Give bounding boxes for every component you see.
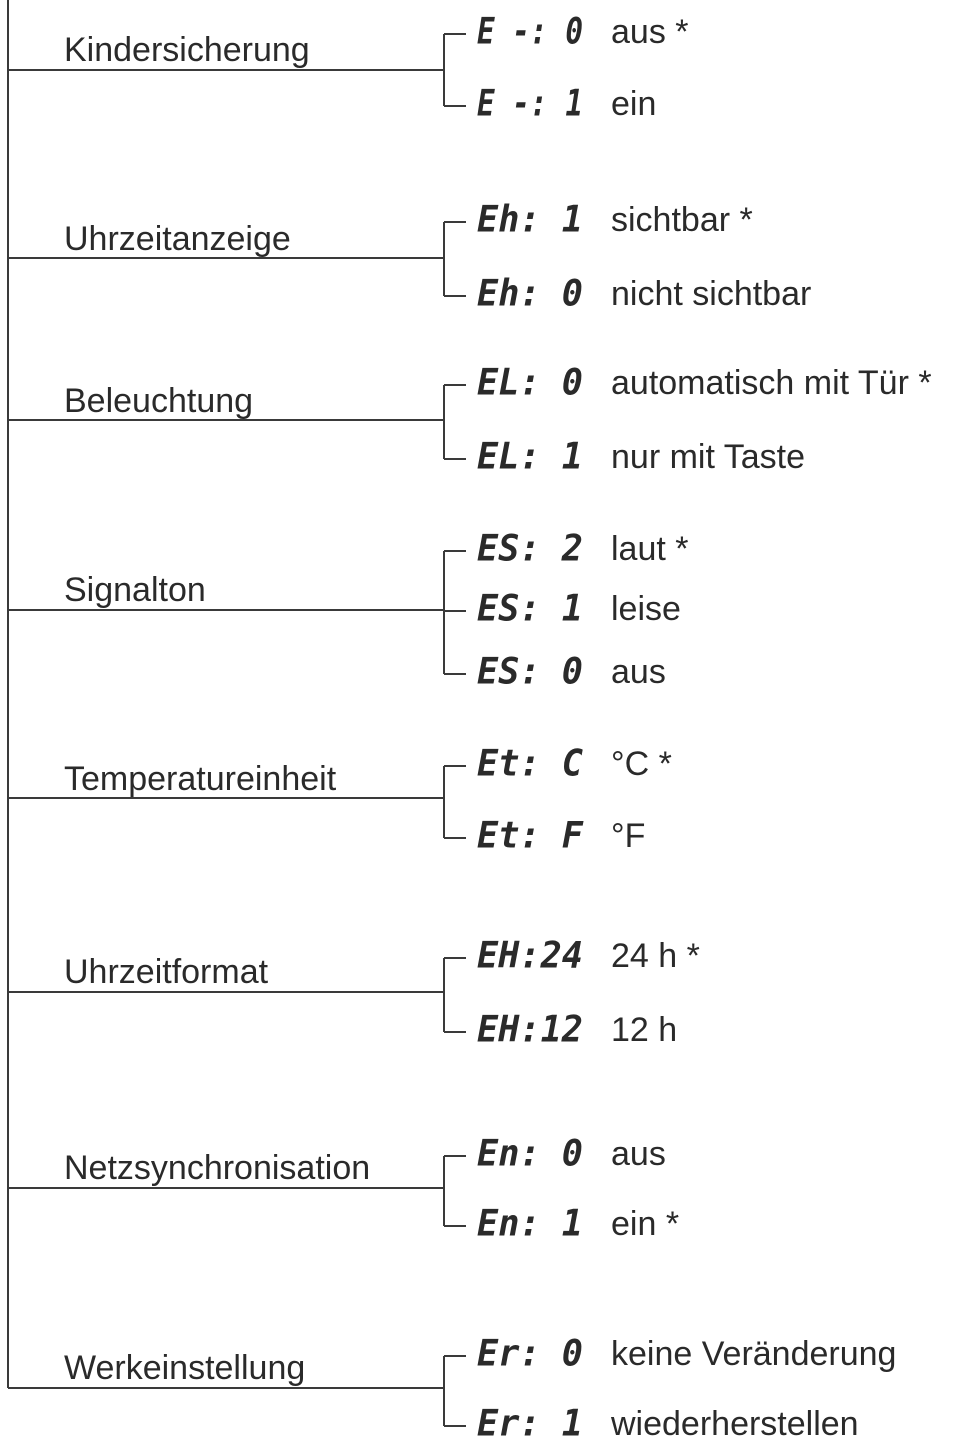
setting-group	[8, 744, 672, 857]
option-text: aus	[611, 1134, 666, 1173]
setting-label: Uhrzeitformat	[64, 952, 269, 991]
lcd-code: Eh: 1	[477, 199, 583, 241]
option-text: ein	[611, 84, 657, 123]
option-text: ein *	[611, 1204, 680, 1243]
lcd-code: E -: 1	[477, 83, 583, 125]
option-text: 24 h *	[611, 936, 700, 975]
lcd-code: Eh: 0	[477, 273, 583, 315]
lcd-code: ES: 0	[477, 651, 583, 693]
setting-label: Werkeinstellung	[64, 1348, 306, 1387]
option-text: aus *	[611, 12, 689, 51]
setting-group	[8, 936, 700, 1051]
lcd-code: Et: C	[477, 743, 584, 785]
lcd-code: ES: 2	[477, 528, 583, 570]
lcd-code: En: 1	[477, 1203, 583, 1245]
lcd-code: EH:24	[477, 935, 583, 977]
option-text: laut *	[611, 529, 689, 568]
setting-label: Beleuchtung	[64, 381, 254, 420]
setting-label: Temperatureinheit	[64, 759, 337, 798]
option-text: °F	[611, 816, 646, 855]
option-text: nicht sichtbar	[611, 274, 812, 313]
setting-group	[8, 529, 689, 693]
option-text: nur mit Taste	[611, 437, 806, 476]
setting-group	[8, 200, 811, 315]
lcd-code: EL: 0	[477, 362, 583, 404]
lcd-code: Er: 1	[477, 1403, 583, 1445]
lcd-code: EH:12	[477, 1009, 583, 1051]
setting-group	[8, 1334, 896, 1445]
lcd-code: E -: 0	[477, 11, 583, 53]
option-text: °C *	[611, 744, 672, 783]
setting-label: Netzsynchronisation	[64, 1148, 371, 1187]
option-text: 12 h	[611, 1010, 678, 1049]
lcd-code: Et: F	[477, 815, 585, 857]
lcd-code: En: 0	[477, 1133, 583, 1175]
setting-label: Uhrzeitanzeige	[64, 219, 291, 258]
lcd-code: EL: 1	[477, 436, 583, 478]
option-text: sichtbar *	[611, 200, 753, 239]
option-text: keine Veränderung	[611, 1334, 897, 1373]
option-text: aus	[611, 652, 666, 691]
setting-label: Signalton	[64, 570, 206, 609]
setting-group	[8, 363, 932, 478]
lcd-code: Er: 0	[477, 1333, 583, 1375]
setting-group	[8, 12, 689, 125]
setting-group	[8, 1134, 679, 1245]
option-text: wiederherstellen	[611, 1404, 859, 1443]
option-text: automatisch mit Tür *	[611, 363, 932, 402]
lcd-code: ES: 1	[477, 588, 583, 630]
option-text: leise	[611, 589, 681, 628]
setting-label: Kindersicherung	[64, 30, 310, 69]
